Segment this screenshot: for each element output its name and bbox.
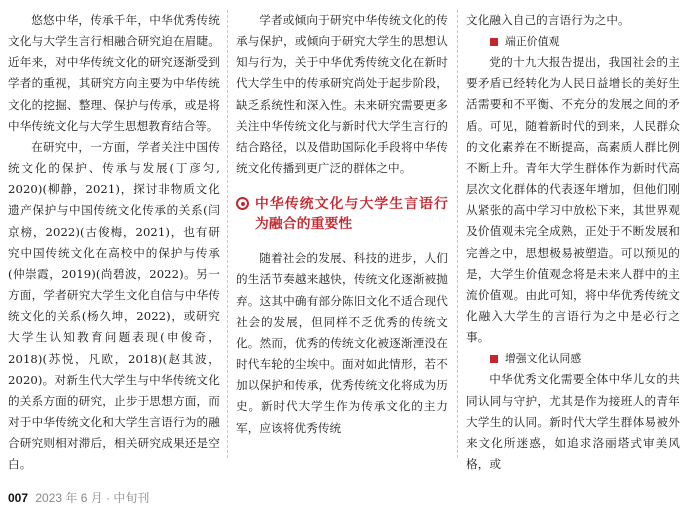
- section-heading: [236, 194, 448, 234]
- red-square-icon: [490, 38, 498, 46]
- paragraph: 文化融入自己的言语行为之中。: [466, 13, 630, 27]
- column-divider-2: [457, 10, 458, 458]
- paragraph: 随着社会的发展、科技的进步，人们的生活节奏越来越快，传统文化逐渐被抛弃。这其中确有部分陈旧文化不适合现代社会的发展，但同样不乏优秀的传统文化。然而，优秀的传统文化被逐渐湮没在时代车轮的尘埃中。面对如此情形，若不加以保护和传承，优秀传统文化将成为历史。新时代大学生作为传承文化的主力军，应该将优秀传统: [236, 251, 448, 435]
- paragraph: 在研究中，一方面，学者关注中国传统文化的保护、传承与发展(丁彦匀, 2020)(柳静，2021)，探讨非物质文化遗产保护与中国传统文化传承的关系(闫京榜，2022)(古俊梅，2021)，也有研究中国传统文化在高校中的保护与传承(仲崇霞，2019)(尚碧波，2022)。另一方面，学者研究大学生文化自信与中华传统文化的关系(杨久坤，2022)，或研究大学生认知教育问题表现(申俊奇，2018)(苏悦，凡欧，2018)(赵其波，2020)。对新生代大学生与中华传统文化的关系方面的研究，止步于思想方面，而对于中华传统文化和大学生言语行为的融合研究则相对滞后，相关研究成果还是空白。: [8, 139, 220, 472]
- paragraph: 学者或倾向于研究中华传统文化的传承与保护，或倾向于研究大学生的思想认知与行为，关于中华优秀传统文化在新时代大学生中的传承研究尚处于起步阶段，缺乏系统性和深入性。未来研究需要更多关注中华传统文化与新时代大学生言行的结合路径，以及借助国际化手段将中华传统文化传播到更广泛的群体之中。: [236, 13, 448, 176]
- article-column-1: [8, 10, 220, 475]
- paragraph: 悠悠中华，传承千年，中华优秀传统文化与大学生言行相融合研究迫在眉睫。近年来，对中华传统文化的研究逐渐受到学者的重视，其研究方向主要为中华传统文化的挖掘、整理、保护与传承，或是将中华传统文化与大学生思想教育结合等。: [8, 13, 220, 133]
- red-square-icon: [490, 355, 498, 363]
- subsection-heading: [466, 31, 680, 52]
- target-circle-icon: [236, 197, 249, 210]
- article-column-3: [466, 10, 680, 475]
- subsection-heading-text: 增强文化认同感: [505, 352, 582, 366]
- page-number: 007: [8, 491, 29, 505]
- section-heading-text: 中华传统文化与大学生言语行为融合的重要性: [255, 196, 448, 233]
- article-column-2: [236, 10, 448, 439]
- paragraph: 中华优秀文化需要全体中华儿女的共同认同与守护，尤其是作为接班人的青年大学生的认同。新时代大学生群体易被外来文化所迷惑，如追求洛丽塔式审美风格，或: [466, 372, 680, 471]
- paragraph: 党的十九大报告提出，我国社会的主要矛盾已经转化为人民日益增长的美好生活需要和不平衡、不充分的发展之间的矛盾。可见，随着新时代的到来，人民群众的文化素养在不断提高，高素质人群比例不断上升。青年大学生群体作为新时代高层次文化群体的代表逐年增加，但他们刚从紧张的高中学习中放松下来，其世界观及价值观未完全成熟，正处于不断发展和完善之中，思想极易被塑造。可以预见的是，大学生价值观念将是未来人群中的主流价值观。由此可知，将中华优秀传统文化融入大学生的言语行为之中是必行之事。: [466, 55, 680, 345]
- subsection-heading-text: 端正价值观: [505, 35, 560, 49]
- column-divider-1: [227, 10, 228, 458]
- subsection-heading: [466, 348, 680, 369]
- page-footer: [8, 489, 149, 506]
- issue-label: 2023 年 6 月 · 中旬刊: [35, 491, 150, 505]
